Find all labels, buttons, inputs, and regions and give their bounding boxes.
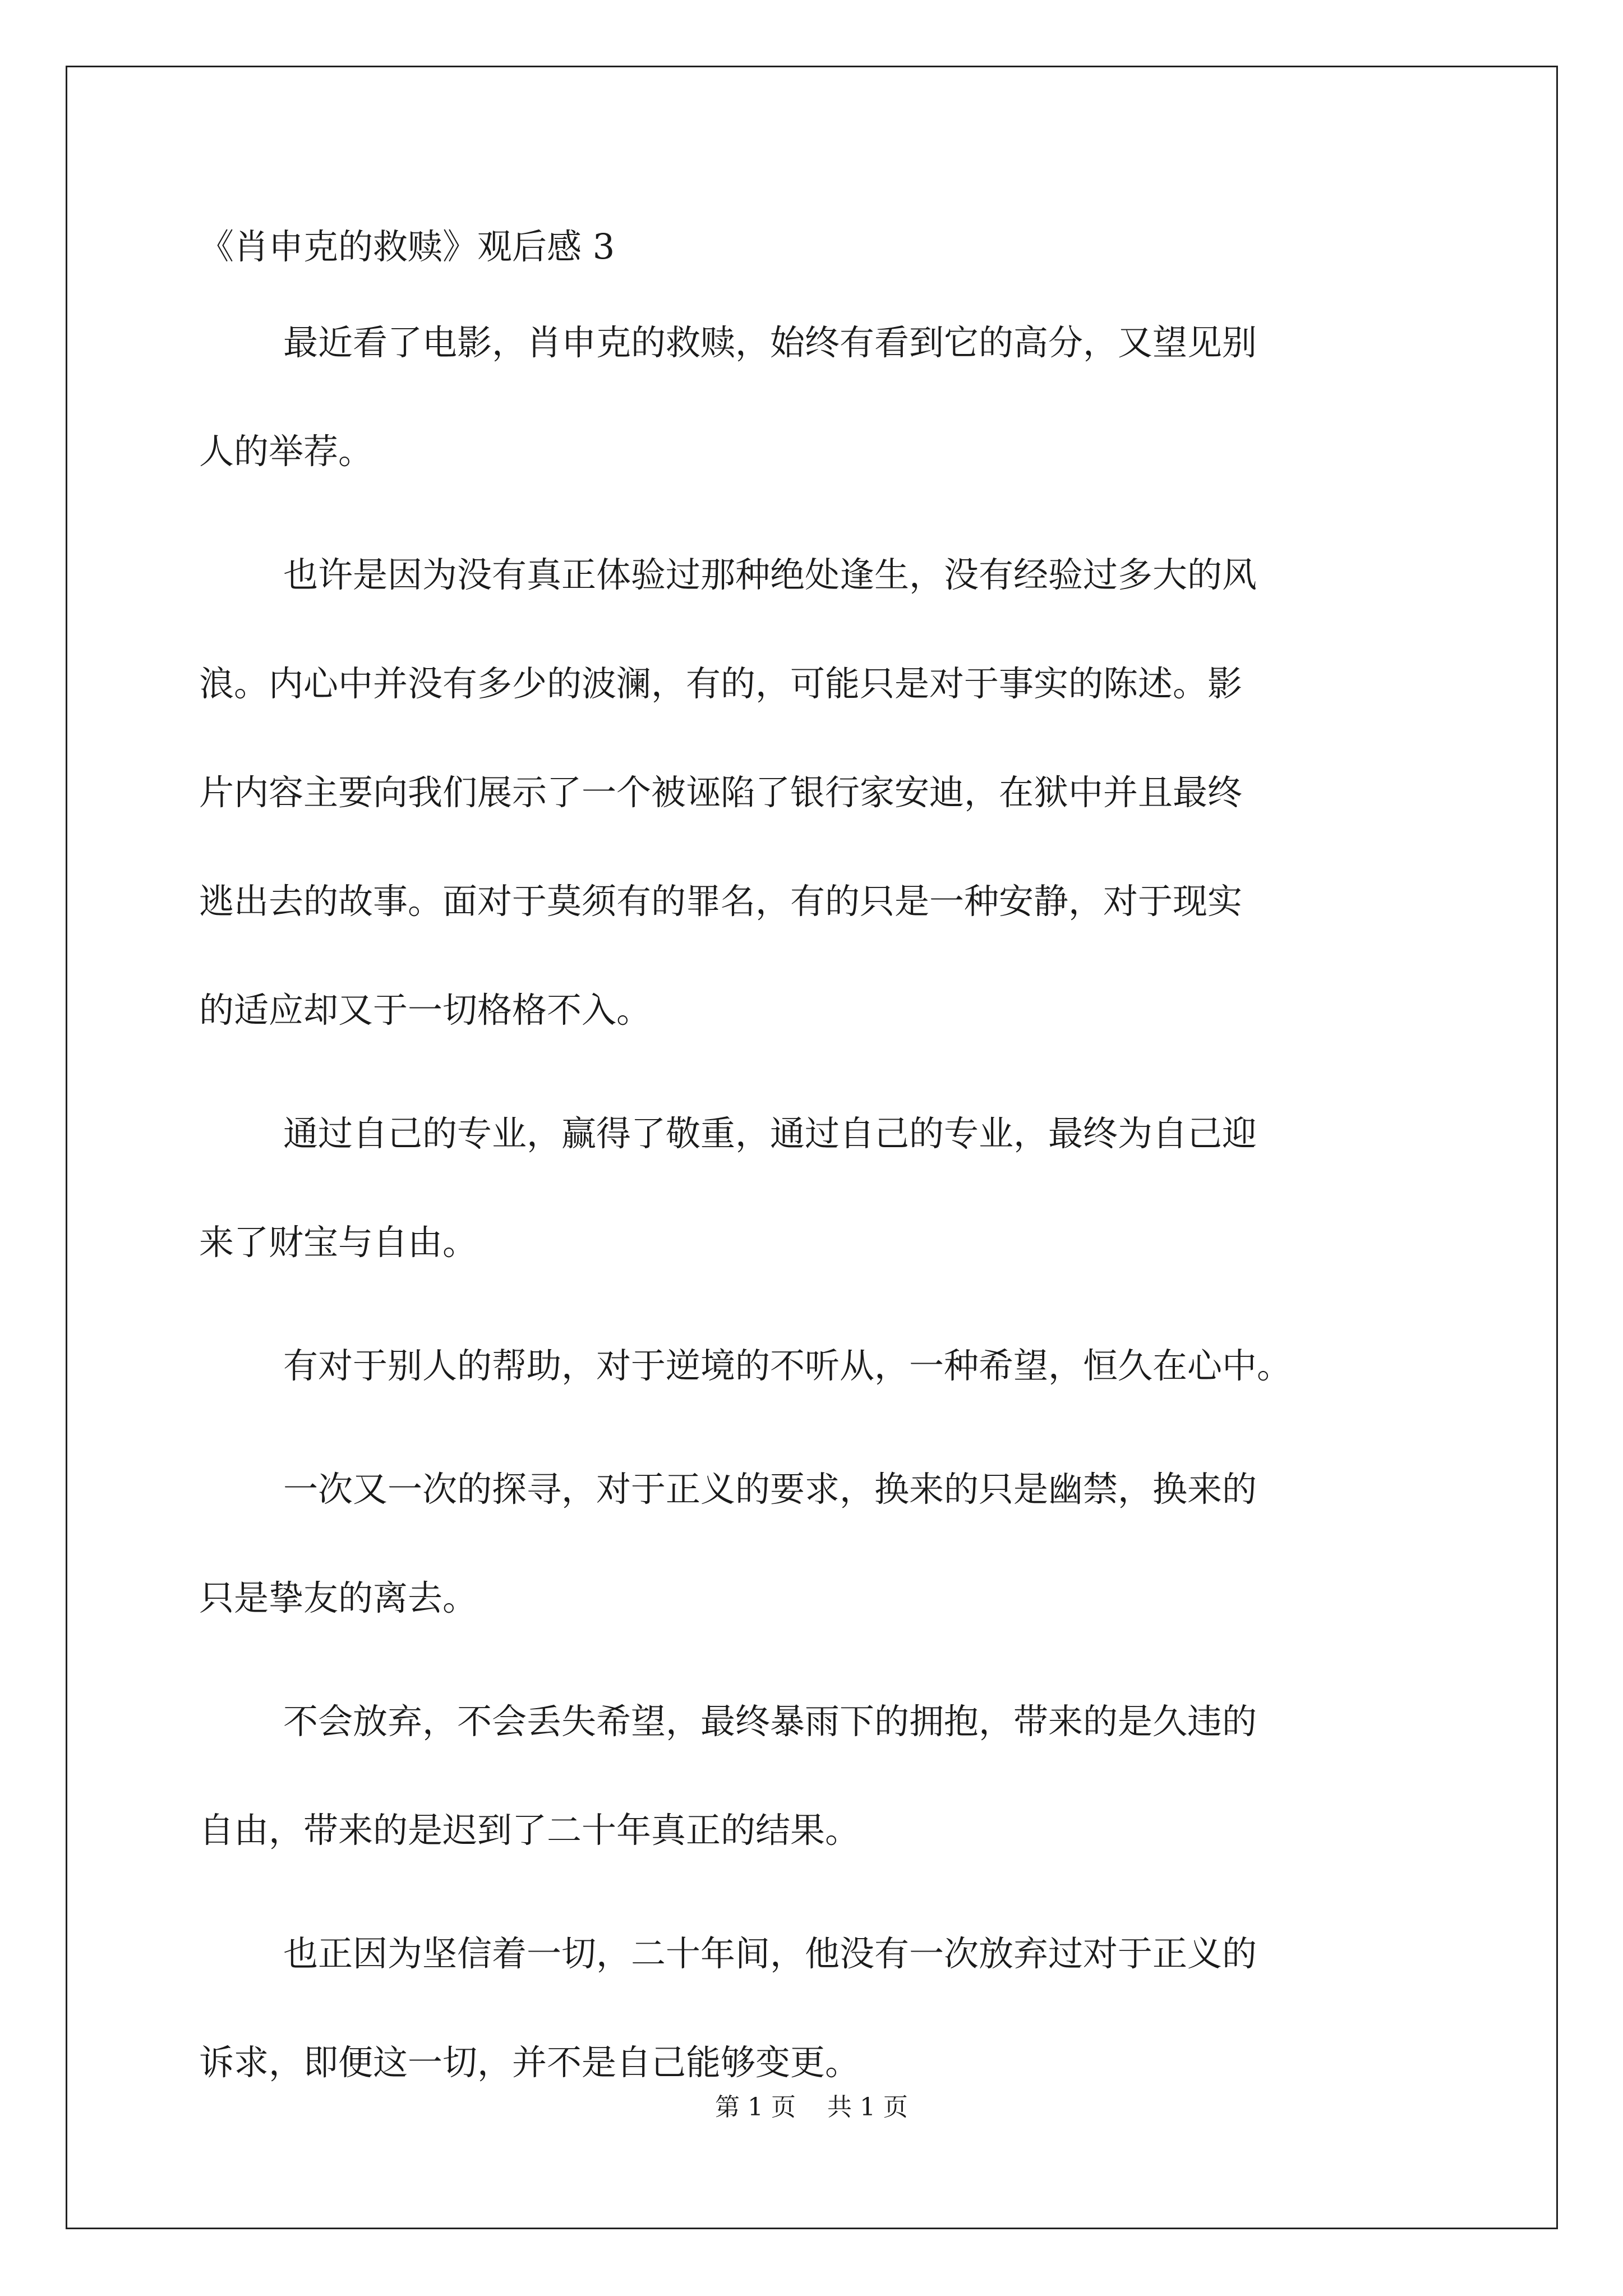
paragraph-7: [199, 1899, 1433, 2117]
paragraph-line: 片内容主要向我们展示了一个被诬陷了银行家安迪，在狱中并且最终: [199, 772, 1243, 813]
paragraph-line: 也正因为坚信着一切，二十年间，他没有一次放弃过对于正义的: [283, 1933, 1257, 1974]
paragraph-6: [199, 1667, 1433, 1885]
paragraph-line: 通过自己的专业，赢得了敬重，通过自己的专业，最终为自己迎: [283, 1113, 1257, 1154]
paragraph-line: 一次又一次的探寻，对于正义的要求，换来的只是幽禁，换来的: [283, 1469, 1257, 1510]
paragraph-5: [199, 1435, 1433, 1653]
paragraph-line: 也许是因为没有真正体验过那种绝处逢生，没有经验过多大的风: [283, 554, 1257, 595]
paragraph-3: [199, 1079, 1433, 1297]
paragraph-line: 浪。内心中并没有多少的波澜，有的，可能只是对于事实的陈述。影: [199, 663, 1243, 704]
paragraph-line: 有对于别人的帮助，对于逆境的不听从，一种希望，恒久在心中。: [283, 1345, 1292, 1386]
document-body: [199, 213, 1433, 2132]
paragraph-line: 最近看了电影，肖申克的救赎，始终有看到它的高分，又望见别: [283, 322, 1257, 363]
paragraph-1: [199, 288, 1433, 506]
paragraph-line: 不会放弃，不会丢失希望，最终暴雨下的拥抱，带来的是久违的: [283, 1701, 1257, 1742]
paragraph-line: 来了财宝与自由。: [199, 1222, 478, 1263]
paragraph-2: [199, 521, 1433, 1065]
paragraph-line: 诉求，即便这一切，并不是自己能够变更。: [199, 2042, 860, 2083]
paragraph-line: 只是挚友的离去。: [199, 1577, 478, 1618]
paragraph-line: 人的举荐。: [199, 431, 374, 472]
paragraph-4: [199, 1312, 1433, 1420]
paragraph-line: 自由，带来的是迟到了二十年真正的结果。: [199, 1810, 860, 1851]
page-number-footer: 第 1 页 共 1 页: [715, 2093, 908, 2122]
paragraph-line: 的适应却又于一切格格不入。: [199, 990, 652, 1030]
paragraph-line: 逃出去的故事。面对于莫须有的罪名，有的只是一种安静，对于现实: [199, 881, 1243, 922]
document-title: 《肖申克的救赎》观后感 3: [199, 226, 615, 267]
